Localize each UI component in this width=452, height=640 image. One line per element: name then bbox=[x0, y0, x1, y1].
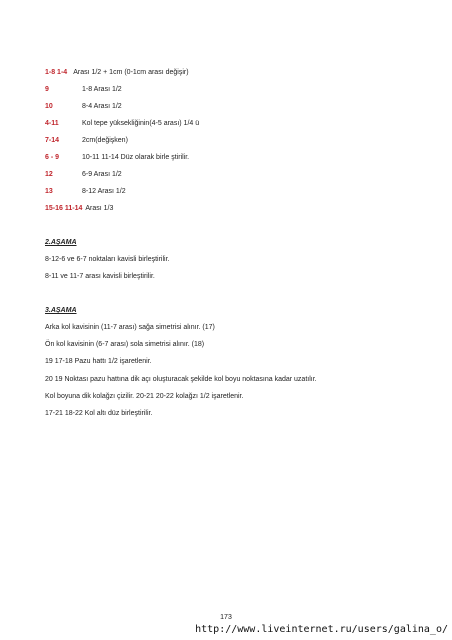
measurement-code: 4-11 bbox=[45, 120, 59, 127]
stage2-line: 8-12-6 ve 6-7 noktaları kavisli birleştirilir. bbox=[45, 256, 170, 263]
measurement-code: 13 bbox=[45, 188, 53, 195]
measurement-desc: 10-11 11-14 Düz olarak birle ştirilir. bbox=[82, 154, 190, 161]
measurement-code: 1-8 1-4 bbox=[45, 69, 68, 76]
measurement-desc: Kol tepe yüksekliğinin(4-5 arası) 1/4 ü bbox=[82, 120, 200, 127]
measurement-desc: 8-4 Arası 1/2 bbox=[82, 103, 122, 110]
measurement-code: 12 bbox=[45, 171, 53, 178]
measurement-row bbox=[45, 153, 189, 162]
measurement-code: 7-14 bbox=[45, 137, 60, 144]
measurement-desc: 6-9 Arası 1/2 bbox=[82, 171, 122, 178]
measurement-row bbox=[45, 119, 199, 128]
page-number: 173 bbox=[220, 614, 232, 621]
stage3-line: 17-21 18-22 Kol altı düz birleştirilir. bbox=[45, 410, 153, 417]
measurement-row bbox=[45, 68, 189, 77]
measurement-code: 9 bbox=[45, 86, 49, 93]
measurement-row bbox=[45, 187, 126, 196]
measurement-desc: 8-12 Arası 1/2 bbox=[82, 188, 126, 195]
stage3-line: 20 19 Noktası pazu hattına dik açı oluşturacak şekilde kol boyu noktasına kadar uzatılır. bbox=[45, 376, 317, 383]
measurement-row bbox=[45, 136, 128, 145]
measurement-row bbox=[45, 102, 122, 111]
stage2-line: 8-11 ve 11-7 arası kavisli birleştirilir. bbox=[45, 273, 155, 280]
measurement-desc: Arası 1/2 + 1cm (0-1cm arası değişir) bbox=[73, 69, 189, 76]
measurement-desc: 1-8 Arası 1/2 bbox=[82, 86, 122, 93]
measurement-row bbox=[45, 170, 122, 179]
stage3-heading: 3.AŞAMA bbox=[45, 307, 77, 314]
measurement-code: 6 - 9 bbox=[45, 154, 60, 161]
measurement-code: 15-16 11-14 bbox=[45, 205, 83, 212]
stage3-line: Ön kol kavisinin (6-7 arası) sola simetrisi alınır. (18) bbox=[45, 341, 205, 348]
stage2-heading: 2.AŞAMA bbox=[45, 239, 77, 246]
measurement-desc: Arası 1/3 bbox=[85, 205, 114, 212]
stage3-line: Arka kol kavisinin (11-7 arası) sağa simetrisi alınır. (17) bbox=[45, 324, 215, 331]
measurement-code: 10 bbox=[45, 103, 53, 110]
stage3-line: Kol boyuna dik kolağzı çizilir. 20-21 20-22 kolağzı 1/2 işaretlenir. bbox=[45, 393, 244, 400]
stage3-line: 19 17-18 Pazu hattı 1/2 işaretlenir. bbox=[45, 358, 152, 365]
measurement-row bbox=[45, 85, 122, 94]
measurement-desc: 2cm(değişken) bbox=[82, 137, 128, 144]
source-url-watermark: http://www.liveinternet.ru/users/galina_o/ bbox=[195, 624, 448, 635]
measurement-row bbox=[45, 204, 113, 213]
